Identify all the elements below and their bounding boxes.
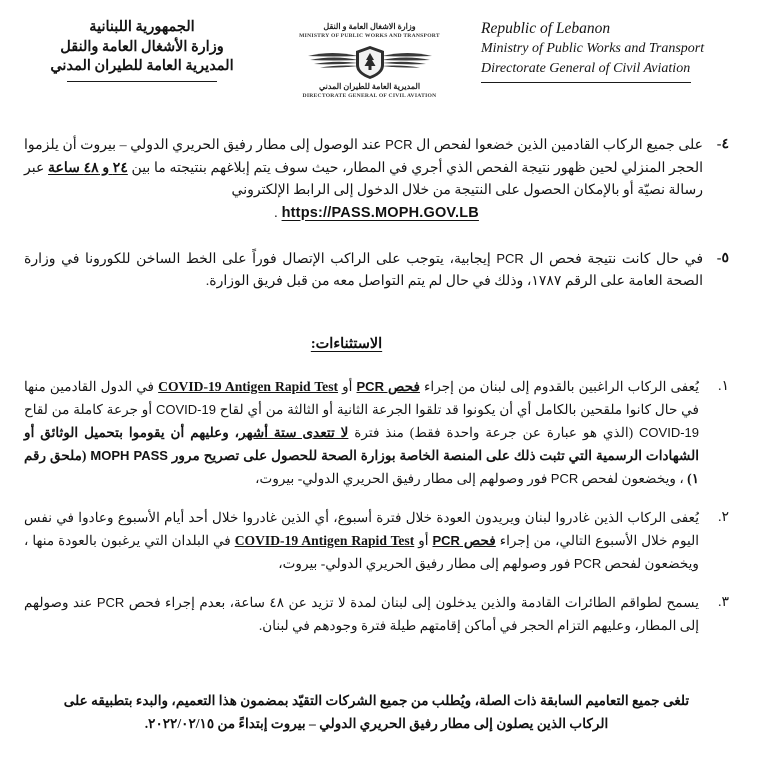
closing-paragraph: [24, 689, 729, 735]
letterhead-arabic-rule: [67, 81, 217, 82]
exception-item-3: [24, 591, 729, 637]
moph-pass-url[interactable]: https://PASS.MOPH.GOV.LB: [281, 204, 479, 221]
letterhead-english-line3: Directorate General of Civil Aviation: [481, 61, 691, 76]
emblem-english-top: MINISTRY OF PUBLIC WORKS AND TRANSPORT: [299, 33, 440, 39]
numbered-item-4: [24, 134, 729, 203]
letterhead-arabic-line2: وزارة الأشغال العامة والنقل: [60, 38, 224, 55]
numbered-item-5: [24, 248, 729, 294]
exception-item-1: [24, 375, 729, 490]
letterhead-english: [481, 14, 731, 83]
exception-item-2-marker: ٢.: [717, 509, 729, 525]
ministry-emblem: [277, 14, 462, 100]
numbered-item-4-text: على جميع الركاب القادمين الذين خضعوا لفحص ال PCR عند الوصول إلى مطار رفيق الحريري الدولي – بيروت أن يلزموا الحجر المنزلي لحين ظهور نتيجة الفحص الذي أجري في المطار، حيث سوف يتم إبلاغهم بنتيجته ما بين ٢٤ و ٤٨ ساعة عبر رسالة نصيّة أو بالإمكان الحصول على النتيجة من خلال الدخول إلى الرابط الإلكتروني: [24, 137, 704, 198]
exception-item-1-marker: ١.: [717, 378, 729, 394]
letterhead-arabic-line3: المديرية العامة للطيران المدني: [50, 58, 234, 74]
letterhead-arabic-line1: الجمهورية اللبنانية: [89, 19, 195, 35]
letterhead-english-line2: Ministry of Public Works and Transport: [481, 41, 705, 56]
emblem-arabic-bottom: المديرية العامة للطيران المدني: [318, 82, 421, 91]
link-trailing-dot: .: [274, 205, 278, 221]
exception-item-2-text: يُعفى الركاب الذين غادروا لبنان ويريدون العودة خلال فترة أسبوع، أي الذين غادروا خلال أحد أيام الأسبوع وعادوا في نفس اليوم خلال الأسبوع التالي، من إجراء فحص PCR أو COVID-19 Antigen Rapid Test في البلدان التي يرغبون بالعودة منها ، ويخضعون لفحص PCR فور وصولهم إلى مطار رفيق الحريري الدولي- بيروت،: [24, 509, 699, 571]
exception-item-2: [24, 506, 729, 575]
emblem-arabic-top: وزارة الاشغال العامة و النقل: [323, 22, 416, 31]
numbered-item-4-marker: ٤-: [716, 137, 729, 152]
closing-line-2: الركاب الذين يصلون إلى مطار رفيق الحريري الدولي – بيروت إبتداءً من ٢٠٢٢/٠٢/١٥.: [144, 715, 609, 731]
closing-line-1: تلغى جميع التعاميم السابقة ذات الصلة، ويُطلب من جميع الشركات التقيّد بمضمون هذا التعميم، والبدء بتطبيقه على: [63, 692, 690, 708]
exception-item-1-text: يُعفى الركاب الراغبين بالقدوم إلى لبنان من إجراء فحص PCR أو COVID-19 Antigen Rapid Test في الدول القادمين منها في حال كانوا ملقحين بالكامل أي أن يكونوا قد تلقوا الجرعة الثانية أو الثالثة من أي لقاح COVID-19 أو جرعة كاملة من لقاح COVID-19 (الذي هو عبارة عن جرعة واحدة فقط) منذ فترة لا تتعدى ستة أشهر، وعليهم أن يقوموا بتحميل الوثائق أو الشهادات الرسمية التي تثبت ذلك على المنصة الخاصة بوزارة الصحة للحصول على تصريح مرور MOPH PASS (ملحق رقم ١) ، ويخضعون لفحص PCR فور وصولهم إلى مطار رفيق الحريري الدولي- بيروت،: [24, 378, 700, 486]
exceptions-heading: الاستثناءات:: [310, 335, 383, 352]
winged-aviation-emblem-icon: [300, 41, 440, 81]
exception-item-3-marker: ٣.: [717, 594, 729, 610]
numbered-item-5-marker: ٥-: [716, 250, 729, 266]
letterhead-english-line1: Republic of Lebanon: [481, 20, 611, 37]
document-body: [0, 108, 757, 735]
letterhead: [0, 0, 757, 108]
letterhead-arabic: [26, 14, 258, 82]
letterhead-english-rule: [481, 82, 691, 83]
emblem-english-bottom: DIRECTORATE GENERAL OF CIVIL AVIATION: [302, 93, 437, 99]
numbered-item-5-text: في حال كانت نتيجة فحص ال PCR إيجابية، يتوجب على الراكب الإتصال فوراً على الخط الساخن للكورونا في وزارة الصحة العامة على الرقم ١٧٨٧، وذلك في حال لم يتم التواصل معه من قبل فريق الوزارة.: [24, 250, 704, 289]
moph-pass-link-line: [24, 204, 729, 222]
exception-item-3-text: يسمح لطواقم الطائرات القادمة والذين يدخلون إلى لبنان لمدة لا تزيد عن ٤٨ ساعة، بعدم إجراء فحص PCR عند وصولهم إلى المطار، وعليهم التزام الحجر في أماكن إقامتهم طيلة فترة وجودهم في لبنان.: [24, 594, 700, 633]
